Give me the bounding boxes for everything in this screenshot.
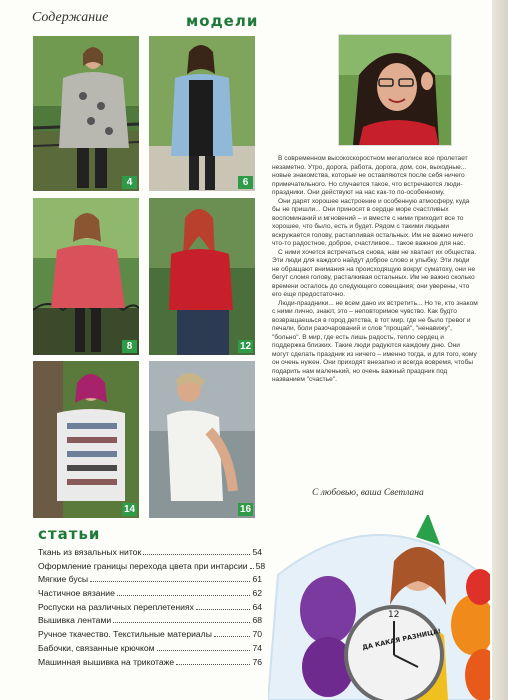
model-photo-3-image [33,198,139,355]
model-photo-2[interactable] [148,35,256,192]
model-photo-4-image [149,198,255,355]
toc-entry-page: 70 [252,629,262,640]
toc-entry-label: Бабочки, связанные крючком [38,642,155,653]
articles-title: статьи [38,525,101,543]
toc-leader [90,581,250,582]
editor-letter-paragraph: Они дарят хорошее настроение и особенную атмосферу, куда бы не пришли... Они приносят в сердце море счастливых воспоминаний и мгновений – и вместе с ними приходит все то хорошее, что было, есть и будет. Рядом с такими людьми вскружается голову, растапливая остальных. Им не важно ничего что-то радостное, доброе, счастливое... такое важное для нас. [272,197,474,247]
toc-leader [113,622,250,623]
model-photo-3[interactable] [32,197,140,356]
model-photo-1[interactable] [32,35,140,192]
toc-leader [176,664,250,665]
toc-entry[interactable] [38,643,262,657]
model-photo-4[interactable] [148,197,256,356]
toc-entry-label: Оформление границы перехода цвета при интарсии [38,560,248,571]
toc-entry-label: Вышивка лентами [38,615,112,626]
models-title: модели [186,12,259,30]
contents-title: Содержание [32,10,109,25]
toc-leader [143,554,250,555]
toc-entry[interactable] [38,574,262,588]
toc-entry[interactable] [38,615,262,629]
model-photo-5-image [33,361,139,518]
model-page-badge: 4 [122,176,137,189]
editor-portrait-image [339,35,451,145]
party-illustration-image [268,515,490,700]
toc-entry-label: Машинная вышивка на трикотаже [38,656,175,667]
model-page-badge: 8 [122,340,137,353]
toc-entry-page: 61 [252,574,262,585]
editor-signature: С любовью, ваша Светлана [312,488,424,498]
model-page-badge: 16 [239,504,252,515]
toc-entry-label: Роспуски на различных переплетениях [38,601,194,612]
party-illustration [268,515,490,700]
toc-entry-label: Мягкие бусы [38,574,89,585]
toc-leader [214,636,251,637]
editor-portrait [338,34,452,146]
model-page-badge: 14 [123,504,136,515]
toc-entry-page: 54 [252,547,262,557]
articles-toc [38,547,266,670]
toc-entry-label: Частичное вязание [38,588,115,599]
toc-leader [117,595,251,596]
toc-entry-page: 64 [252,601,262,612]
page-edge [492,0,508,700]
toc-leader [196,609,251,610]
editor-letter-paragraph: Люди-праздники... не всем дано их встретить... Но те, кто знаком с ними лично, знают, это – неповторимое чувство. Как будто возвращаешься в город детства, в тот мир, где не было тревог и печали, боли разочарований и слов "прощай", "ненавижу", "больно". В мир, где есть лишь радость, тепло сердец и поддержка близких. Такие люди радуются каждому дню. Они могут сделать праздник из ничего – именно тогда, и для того, кому он очень нужен. Они приходят внезапно и всегда вовремя, чтобы подарить нам маленький, но очень важный праздник под названием "счастье". [272,299,478,383]
toc-entry-page: 76 [252,656,262,667]
editor-letter [272,155,478,385]
editor-letter-paragraph: В современном высокоскоростном мегаполисе все пролетает незаметно. Утро, дорога, работа, дорога, дом, сон, выходные... новые знакомства, которые не оставляются после себя ничего примечательного. Но случается такое, что встречаются люди-праздники. Они действуют на нас как-то по-особенному. [272,155,468,196]
model-photo-2-image [149,36,255,191]
toc-entry-page: 74 [252,642,262,653]
model-photo-6-image [149,361,255,518]
model-page-badge: 6 [238,176,253,189]
toc-entry-label: Ткань из вязальных ниток [38,547,142,557]
model-photo-5[interactable] [32,360,140,519]
model-photo-6[interactable] [148,360,256,519]
toc-entry[interactable] [38,547,262,561]
model-page-badge: 12 [239,341,252,352]
toc-entry-page: 68 [252,615,262,626]
model-photo-1-image [33,36,139,191]
clock-slogan: ДА КАКАЯ РАЗНИЦА! [361,627,442,652]
toc-entry[interactable] [38,560,266,575]
toc-leader [250,568,254,569]
toc-entry-label: Ручное ткачество. Текстильные материалы [38,629,212,640]
toc-entry[interactable] [38,657,262,671]
toc-leader [157,650,251,651]
toc-entry-page: 58 [255,560,266,571]
toc-entry[interactable] [38,629,262,643]
clock-number: 12 [388,610,400,620]
editor-letter-paragraph: С ними хочется встречаться снова, нам не хватает их общества. Эти люди для каждого найдут доброе слово и улыбку. Эти люди не обращают внимания на происходящую вокруг суматоху, они не бегут сломя голову, расталкивая остальных. Им не важно сколько времени осталось до следующего совещания; они уверены, что его еще предостаточно. [272,248,477,298]
toc-entry[interactable] [38,602,262,616]
toc-entry-page: 62 [252,588,262,599]
toc-entry[interactable] [38,588,262,602]
